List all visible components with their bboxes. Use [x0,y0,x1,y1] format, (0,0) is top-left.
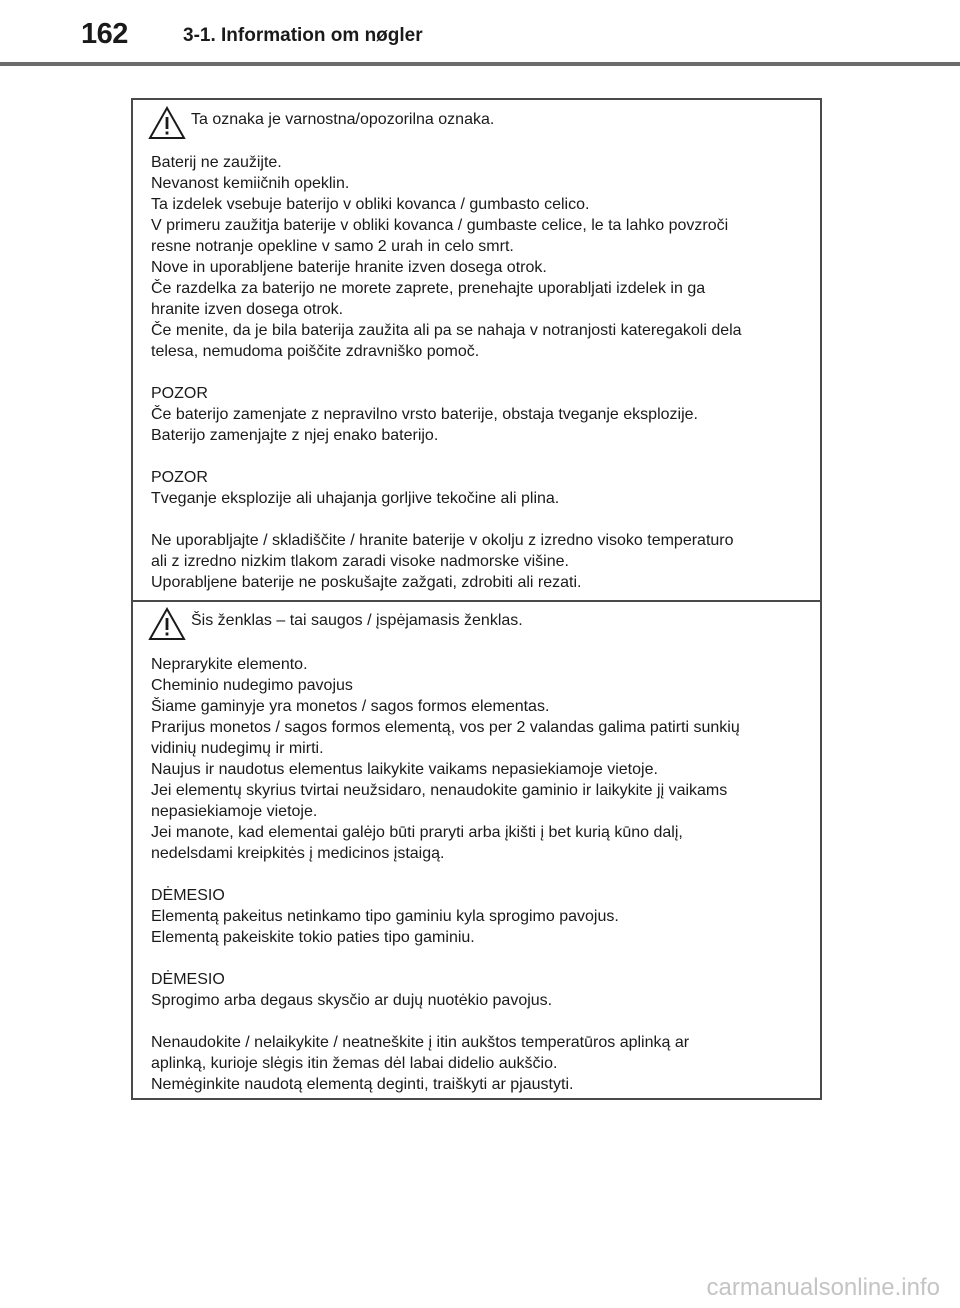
warning-panel-lithuanian [133,602,820,1093]
paragraph-gap [151,948,816,969]
body-line: V primeru zaužitja baterije v obliki kovanca / gumbaste celice, le ta lahko povzroči [151,217,729,234]
warning-frame [131,98,822,1100]
body-line: Tveganje eksplozije ali uhajanja gorljive tekočine ali plina. [151,490,560,507]
body-line: Baterijo zamenjajte z njej enako baterijo. [151,427,439,444]
watermark: carmanualsonline.info [706,1274,940,1301]
body-line: Sprogimo arba degaus skysčio ar dujų nuotėkio pavojus. [151,992,553,1009]
body-line: aplinką, kurioje slėgis itin žemas dėl labai didelio aukščio. [151,1055,558,1072]
body-line: DĖMESIO [151,971,225,988]
header-rule [0,62,960,66]
body-line: Nevanost kemiičnih opeklin. [151,175,350,192]
warning-panel-slovenian [133,100,820,591]
paragraph-gap [151,509,816,530]
body-line: Šiame gaminyje yra monetos / sagos formos elementas. [151,698,550,715]
body-line: Nove in uporabljene baterije hranite izven dosega otrok. [151,259,547,276]
body-line: Baterij ne zaužijte. [151,154,282,171]
body-line: nedelsdami kreipkitės į medicinos įstaigą. [151,845,445,862]
panel-heading [133,602,820,632]
body-line: Neprarykite elemento. [151,656,308,673]
page-number: 162 [81,18,128,50]
body-line: Ne uporabljajte / skladiščite / hranite baterije v okolju z izredno visoko temperaturo [151,532,734,549]
paragraph-gap [151,362,816,383]
panel-heading-text: Šis ženklas – tai saugos / įspėjamasis ženklas. [191,612,523,629]
body-line: Jei elementų skyrius tvirtai neužsidaro, nenaudokite gaminio ir laikykite jį vaikams [151,782,728,799]
body-line: resne notranje opekline v samo 2 urah in celo smrt. [151,238,514,255]
paragraph-gap [151,1011,816,1032]
warning-triangle-icon [148,607,186,641]
body-line: Jei manote, kad elementai galėjo būti praryti arba įkišti į bet kurią kūno dalį, [151,824,683,841]
body-line: Uporabljene baterije ne poskušajte zažgati, zdrobiti ali rezati. [151,574,582,591]
body-line: hranite izven dosega otrok. [151,301,344,318]
paragraph-gap [151,446,816,467]
body-line: Če menite, da je bila baterija zaužita ali pa se nahaja v notranjosti kateregakoli dela [151,322,742,339]
panel-heading-text: Ta oznaka je varnostna/opozorilna oznaka. [191,111,495,128]
paragraph-gap [151,864,816,885]
body-line: POZOR [151,385,208,402]
body-line: nepasiekiamoje vietoje. [151,803,318,820]
body-line: Naujus ir naudotus elementus laikykite vaikams nepasiekiamoje vietoje. [151,761,658,778]
body-line: Elementą pakeiskite tokio paties tipo gaminiu. [151,929,475,946]
body-line: Cheminio nudegimo pavojus [151,677,353,694]
body-line: telesa, nemudoma poiščite zdravniško pomoč. [151,343,480,360]
warning-triangle-icon [148,106,186,140]
body-line: Če baterijo zamenjate z nepravilno vrsto baterije, obstaja tveganje eksplozije. [151,406,698,423]
body-line: Nenaudokite / nelaikykite / neatneškite į itin aukštos temperatūros aplinką ar [151,1034,690,1051]
body-line: Če razdelka za baterijo ne morete zaprete, prenehajte uporabljati izdelek in ga [151,280,706,297]
panel-body [151,152,816,593]
body-line: POZOR [151,469,208,486]
body-line: vidinių nudegimų ir mirti. [151,740,324,757]
body-line: Ta izdelek vsebuje baterijo v obliki kovanca / gumbasto celico. [151,196,590,213]
section-title: 3-1. Information om nøgler [183,25,423,46]
body-line: Nemėginkite naudotą elementą deginti, traiškyti ar pjaustyti. [151,1076,574,1093]
body-line: DĖMESIO [151,887,225,904]
page-header [0,0,960,64]
panel-body [151,654,816,1095]
body-line: Elementą pakeitus netinkamo tipo gaminiu kyla sprogimo pavojus. [151,908,619,925]
body-line: Prarijus monetos / sagos formos elementą, vos per 2 valandas galima patirti sunkių [151,719,740,736]
panel-heading [133,100,820,130]
body-line: ali z izredno nizkim tlakom zaradi visoke nadmorske višine. [151,553,569,570]
